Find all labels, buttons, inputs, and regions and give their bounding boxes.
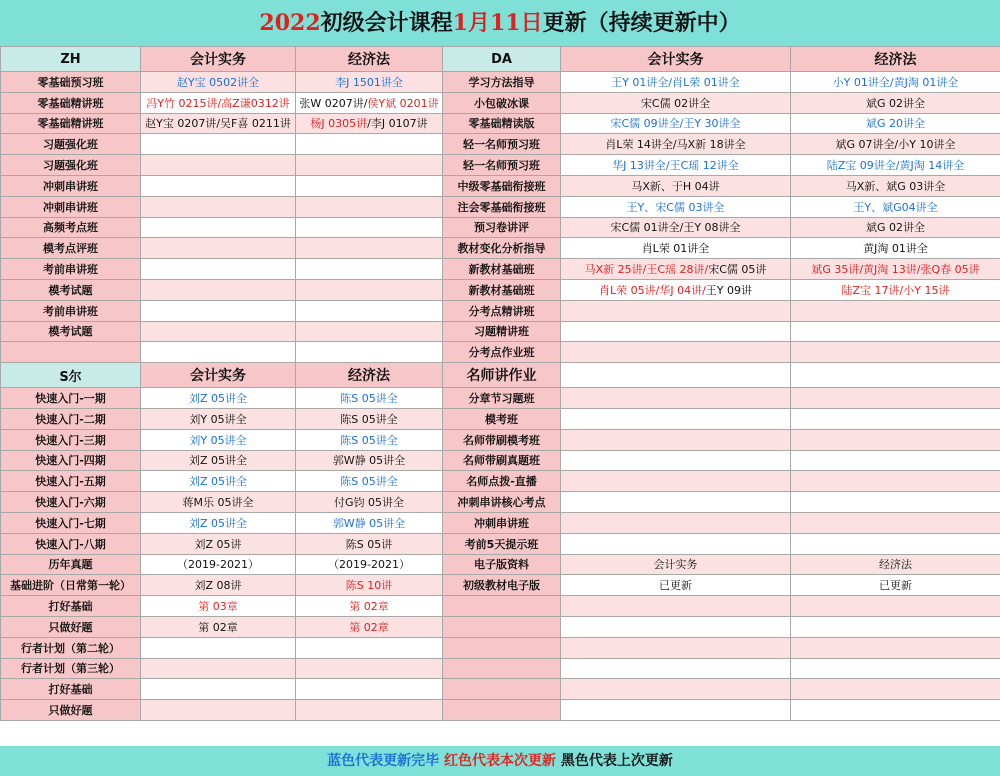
cell-text-segment: 王Y 09讲 [705, 283, 752, 297]
zh-col-accounting: 会计实务 [141, 47, 296, 72]
table-row [1, 575, 1000, 596]
table-row [1, 554, 1000, 575]
da-row-label: 新教材基础班 [443, 279, 561, 300]
da-accounting-cell [561, 616, 791, 637]
da-row-label [443, 679, 561, 700]
da-accounting-cell [561, 363, 791, 388]
zh-row-label: 模考试题 [1, 279, 141, 300]
table-row [1, 512, 1000, 533]
table-row [1, 492, 1000, 513]
zh-accounting-cell: 冯Y竹 0215讲/高Z谦0312讲 [141, 92, 296, 113]
da-row-label: 电子版资料 [443, 554, 561, 575]
da-row-label [443, 616, 561, 637]
da-accounting-cell [561, 408, 791, 429]
cell-text-segment: /李J 0107讲 [367, 117, 428, 131]
da-law-cell [791, 533, 1000, 554]
zh-accounting-cell [141, 321, 296, 342]
legend-red: 红色代表本次更新 [444, 753, 556, 769]
zh-row-label: 考前串讲班 [1, 300, 141, 321]
legend-footer [0, 746, 1000, 776]
da-accounting-cell [561, 259, 791, 280]
da-row-label: 零基础精读版 [443, 113, 561, 134]
cell-text-segment: 侯Y斌 0201讲 [367, 96, 439, 110]
zh-law-cell [296, 238, 443, 259]
sr-accounting-cell: 刘Z 05讲全 [141, 450, 296, 471]
da-accounting-cell [561, 658, 791, 679]
title-year: 2022 [259, 10, 321, 36]
da-accounting-cell: 肖L荣 01讲全 [561, 238, 791, 259]
zh-accounting-cell [141, 238, 296, 259]
da-row-label: 教材变化分析指导 [443, 238, 561, 259]
da-row-label: 模考班 [443, 408, 561, 429]
da-accounting-cell [561, 512, 791, 533]
cell-text-segment: 杨J 0305讲 [310, 117, 368, 131]
table-row [1, 658, 1000, 679]
da-law-cell: 陆Z宝 17讲/小Y 15讲 [791, 279, 1000, 300]
zh-accounting-cell [141, 175, 296, 196]
sr-law-cell [296, 700, 443, 721]
sr-row-label: 快速入门-一期 [1, 388, 141, 409]
da-law-cell: 王Y、斌G04讲全 [791, 196, 1000, 217]
da-law-cell [791, 342, 1000, 363]
table-row [1, 47, 1000, 72]
da-col-accounting: 会计实务 [561, 47, 791, 72]
sr-accounting-cell: 刘Z 08讲 [141, 575, 296, 596]
da-law-cell: 小Y 01讲全/黄J淘 01讲全 [791, 72, 1000, 93]
sr-law-cell: 陈S 05讲全 [296, 408, 443, 429]
zh-row-label: 高频考点班 [1, 217, 141, 238]
table-row [1, 637, 1000, 658]
table-row [1, 533, 1000, 554]
title-suffix: 更新（持续更新中） [542, 10, 741, 36]
zh-row-label: 冲刺串讲班 [1, 196, 141, 217]
da-accounting-cell [561, 429, 791, 450]
sr-row-label: 行者计划（第三轮） [1, 658, 141, 679]
da-row-label: 分考点精讲班 [443, 300, 561, 321]
legend-black: 黑色代表上次更新 [560, 753, 673, 769]
da-law-cell [791, 596, 1000, 617]
zh-row-label [1, 342, 141, 363]
da-section-tag: DA [443, 47, 561, 72]
da-row-label: 小包破冰课 [443, 92, 561, 113]
sr-accounting-cell [141, 700, 296, 721]
sr-law-cell: 陈S 05讲全 [296, 388, 443, 409]
da-law-cell [791, 408, 1000, 429]
zh-law-cell [296, 134, 443, 155]
zh-law-cell [296, 321, 443, 342]
table-row [1, 700, 1000, 721]
cell-text-segment: 张W 0207讲/ [299, 96, 368, 110]
sr-law-cell: 陈S 05讲 [296, 533, 443, 554]
da-accounting-cell: 王Y 01讲全/肖L荣 01讲全 [561, 72, 791, 93]
da-law-cell [791, 321, 1000, 342]
zh-law-cell [296, 155, 443, 176]
da-row-label: 习题精讲班 [443, 321, 561, 342]
da-accounting-cell [561, 492, 791, 513]
da-accounting-cell [561, 596, 791, 617]
zh-accounting-cell [141, 196, 296, 217]
sr-law-cell: 第 02章 [296, 616, 443, 637]
sr-col-law: 经济法 [296, 363, 443, 388]
zh-accounting-cell [141, 342, 296, 363]
table-row [1, 72, 1000, 93]
zh-row-label: 模考点评班 [1, 238, 141, 259]
zh-col-law: 经济法 [296, 47, 443, 72]
da-law-cell: 黄J淘 01讲全 [791, 238, 1000, 259]
da-accounting-cell [561, 471, 791, 492]
da-row-label: 名师带刷真题班 [443, 450, 561, 471]
da-law-cell [791, 429, 1000, 450]
da-law-cell [791, 658, 1000, 679]
da-law-cell [791, 300, 1000, 321]
zh-row-label: 零基础预习班 [1, 72, 141, 93]
sr-accounting-cell [141, 658, 296, 679]
sr-law-cell: 第 02章 [296, 596, 443, 617]
table-row [1, 679, 1000, 700]
da-law-cell [791, 363, 1000, 388]
da-accounting-cell [561, 321, 791, 342]
da-accounting-cell [561, 450, 791, 471]
da-row-label: 预习卷讲评 [443, 217, 561, 238]
da-row-label: 轻一名师预习班 [443, 134, 561, 155]
da-accounting-cell [561, 279, 791, 300]
table-row [1, 134, 1000, 155]
zh-law-cell [296, 175, 443, 196]
da-accounting-cell [561, 300, 791, 321]
sr-law-cell [296, 637, 443, 658]
table-row [1, 616, 1000, 637]
sr-section-tag: S尔 [1, 363, 141, 388]
da-row-label: 中级零基础衔接班 [443, 175, 561, 196]
da-law-cell: 斌G 20讲全 [791, 113, 1000, 134]
sr-row-label: 只做好题 [1, 616, 141, 637]
zh-row-label: 零基础精讲班 [1, 92, 141, 113]
da-law-cell [791, 616, 1000, 637]
zh-row-label: 考前串讲班 [1, 259, 141, 280]
zh-accounting-cell [141, 217, 296, 238]
da-row-label: 学习方法指导 [443, 72, 561, 93]
table-row [1, 388, 1000, 409]
zh-row-label: 冲刺串讲班 [1, 175, 141, 196]
da-row-label: 注会零基础衔接班 [443, 196, 561, 217]
da-law-cell [791, 637, 1000, 658]
zh-law-cell [296, 196, 443, 217]
zh-accounting-cell [141, 300, 296, 321]
zh-row-label: 习题强化班 [1, 134, 141, 155]
table-row [1, 450, 1000, 471]
da-accounting-cell: 宋C儒 09讲全/王Y 30讲全 [561, 113, 791, 134]
table-row [1, 596, 1000, 617]
sr-law-cell: 郭W静 05讲全 [296, 450, 443, 471]
sr-law-cell: 陈S 05讲全 [296, 471, 443, 492]
sr-law-cell [296, 658, 443, 679]
sr-row-label: 快速入门-五期 [1, 471, 141, 492]
sr-accounting-cell: 第 03章 [141, 596, 296, 617]
da-accounting-cell [561, 679, 791, 700]
sr-row-label: 行者计划（第二轮） [1, 637, 141, 658]
sr-row-label: 打好基础 [1, 679, 141, 700]
da-row-label: 考前5天提示班 [443, 533, 561, 554]
sr-accounting-cell: 刘Z 05讲全 [141, 388, 296, 409]
sr-col-accounting: 会计实务 [141, 363, 296, 388]
zh-accounting-cell: 赵Y宝 0207讲/吴F喜 0211讲 [141, 113, 296, 134]
sr-row-label: 快速入门-三期 [1, 429, 141, 450]
da-row-label [443, 700, 561, 721]
da-law-cell: 马X新、斌G 03讲全 [791, 175, 1000, 196]
da-row-label [443, 596, 561, 617]
da-accounting-cell: 华J 13讲全/王C瑶 12讲全 [561, 155, 791, 176]
da-law-cell: 陆Z宝 09讲全/黄J淘 14讲全 [791, 155, 1000, 176]
zh-accounting-cell [141, 134, 296, 155]
sr-row-label: 基础进阶（日常第一轮） [1, 575, 141, 596]
da-accounting-cell [561, 700, 791, 721]
zh-accounting-cell [141, 259, 296, 280]
sr-accounting-cell: 刘Y 05讲全 [141, 408, 296, 429]
sr-accounting-cell: 刘Z 05讲 [141, 533, 296, 554]
zh-row-label: 零基础精讲班 [1, 113, 141, 134]
da-accounting-cell: 宋C儒 02讲全 [561, 92, 791, 113]
zh-law-cell [296, 259, 443, 280]
da-row-label: 新教材基础班 [443, 259, 561, 280]
sr-row-label: 快速入门-八期 [1, 533, 141, 554]
da-accounting-cell: 肖L荣 14讲全/马X新 18讲全 [561, 134, 791, 155]
sr-law-cell: 付G钧 05讲全 [296, 492, 443, 513]
da-accounting-cell [561, 637, 791, 658]
da-law-cell [791, 450, 1000, 471]
page-title [0, 0, 1000, 47]
sr-row-label: 快速入门-六期 [1, 492, 141, 513]
da-law-cell: 斌G 07讲全/小Y 10讲全 [791, 134, 1000, 155]
table-row [1, 238, 1000, 259]
da-accounting-cell [561, 388, 791, 409]
da-row-label: 分考点作业班 [443, 342, 561, 363]
table-row [1, 300, 1000, 321]
zh-law-cell [296, 217, 443, 238]
zh-law-cell [296, 342, 443, 363]
da-accounting-cell: 马X新、于H 04讲 [561, 175, 791, 196]
zh-row-label: 习题强化班 [1, 155, 141, 176]
legend-blue: 蓝色代表更新完毕 [327, 753, 440, 769]
da-row-label: 分章节习题班 [443, 388, 561, 409]
sr-row-label: 历年真题 [1, 554, 141, 575]
da-law-cell [791, 679, 1000, 700]
zh-law-cell: 李J 1501讲全 [296, 72, 443, 93]
sr-accounting-cell: 刘Z 05讲全 [141, 471, 296, 492]
da-law-cell [791, 512, 1000, 533]
zh-law-cell [296, 113, 443, 134]
sr-accounting-cell: （2019-2021） [141, 554, 296, 575]
sr-row-label: 快速入门-二期 [1, 408, 141, 429]
table-row [1, 363, 1000, 388]
da-law-cell: 已更新 [791, 575, 1000, 596]
da-row-label: 冲刺串讲核心考点 [443, 492, 561, 513]
zh-accounting-cell [141, 279, 296, 300]
table-row [1, 321, 1000, 342]
zh-law-cell [296, 92, 443, 113]
sr-accounting-cell [141, 637, 296, 658]
sr-law-cell: 陈S 05讲全 [296, 429, 443, 450]
sr-accounting-cell: 蒋M乐 05讲全 [141, 492, 296, 513]
da-accounting-cell: 王Y、宋C儒 03讲全 [561, 196, 791, 217]
da-law-cell: 斌G 02讲全 [791, 92, 1000, 113]
da-law-cell: 斌G 35讲/黄J淘 13讲/张Q春 05讲 [791, 259, 1000, 280]
sr-accounting-cell: 第 02章 [141, 616, 296, 637]
title-main: 初级会计课程 [320, 10, 453, 36]
da-row-label: 名师点拨-直播 [443, 471, 561, 492]
da-row-label: 冲刺串讲班 [443, 512, 561, 533]
cell-text-segment: 宋C儒 05讲 [708, 263, 767, 277]
da-row-label: 初级教材电子版 [443, 575, 561, 596]
zh-law-cell [296, 300, 443, 321]
da-law-cell [791, 388, 1000, 409]
sr-law-cell: 郭W静 05讲全 [296, 512, 443, 533]
sr-law-cell: （2019-2021） [296, 554, 443, 575]
da-law-cell: 经济法 [791, 554, 1000, 575]
sr-row-label: 打好基础 [1, 596, 141, 617]
zh-accounting-cell [141, 155, 296, 176]
table-row [1, 408, 1000, 429]
sr-row-label: 快速入门-四期 [1, 450, 141, 471]
table-row [1, 155, 1000, 176]
table-row [1, 113, 1000, 134]
da-accounting-cell [561, 342, 791, 363]
table-row [1, 429, 1000, 450]
cell-text-segment: 马X新 25讲/王C瑶 28讲/ [584, 263, 709, 277]
da-accounting-cell [561, 533, 791, 554]
da-row-label: 轻一名师预习班 [443, 155, 561, 176]
da-col-law: 经济法 [791, 47, 1000, 72]
table-row [1, 471, 1000, 492]
da-law-cell [791, 492, 1000, 513]
da-law-cell [791, 471, 1000, 492]
table-row [1, 217, 1000, 238]
table-row [1, 92, 1000, 113]
table-row [1, 175, 1000, 196]
zh-law-cell [296, 279, 443, 300]
sr-law-cell: 陈S 10讲 [296, 575, 443, 596]
da-accounting-cell: 会计实务 [561, 554, 791, 575]
da-row-label [443, 637, 561, 658]
zh-row-label: 模考试题 [1, 321, 141, 342]
sr-accounting-cell: 刘Z 05讲全 [141, 512, 296, 533]
da-accounting-cell: 宋C儒 01讲全/王Y 08讲全 [561, 217, 791, 238]
zh-section-tag: ZH [1, 47, 141, 72]
table-row [1, 259, 1000, 280]
table-row [1, 342, 1000, 363]
sr-accounting-cell: 刘Y 05讲全 [141, 429, 296, 450]
zh-accounting-cell: 赵Y宝 0502讲全 [141, 72, 296, 93]
da-row-label: 名师讲作业 [443, 363, 561, 388]
sr-row-label: 快速入门-七期 [1, 512, 141, 533]
title-date: 1月11日 [452, 10, 543, 36]
sr-law-cell [296, 679, 443, 700]
sr-row-label: 只做好题 [1, 700, 141, 721]
da-row-label: 名师带刷模考班 [443, 429, 561, 450]
da-law-cell: 斌G 02讲全 [791, 217, 1000, 238]
da-accounting-cell: 已更新 [561, 575, 791, 596]
da-row-label [443, 658, 561, 679]
table-row [1, 196, 1000, 217]
sr-accounting-cell [141, 679, 296, 700]
cell-text-segment: 肖L荣 05讲/华J 04讲/ [599, 283, 706, 297]
schedule-table [0, 46, 1000, 721]
table-row [1, 279, 1000, 300]
da-law-cell [791, 700, 1000, 721]
